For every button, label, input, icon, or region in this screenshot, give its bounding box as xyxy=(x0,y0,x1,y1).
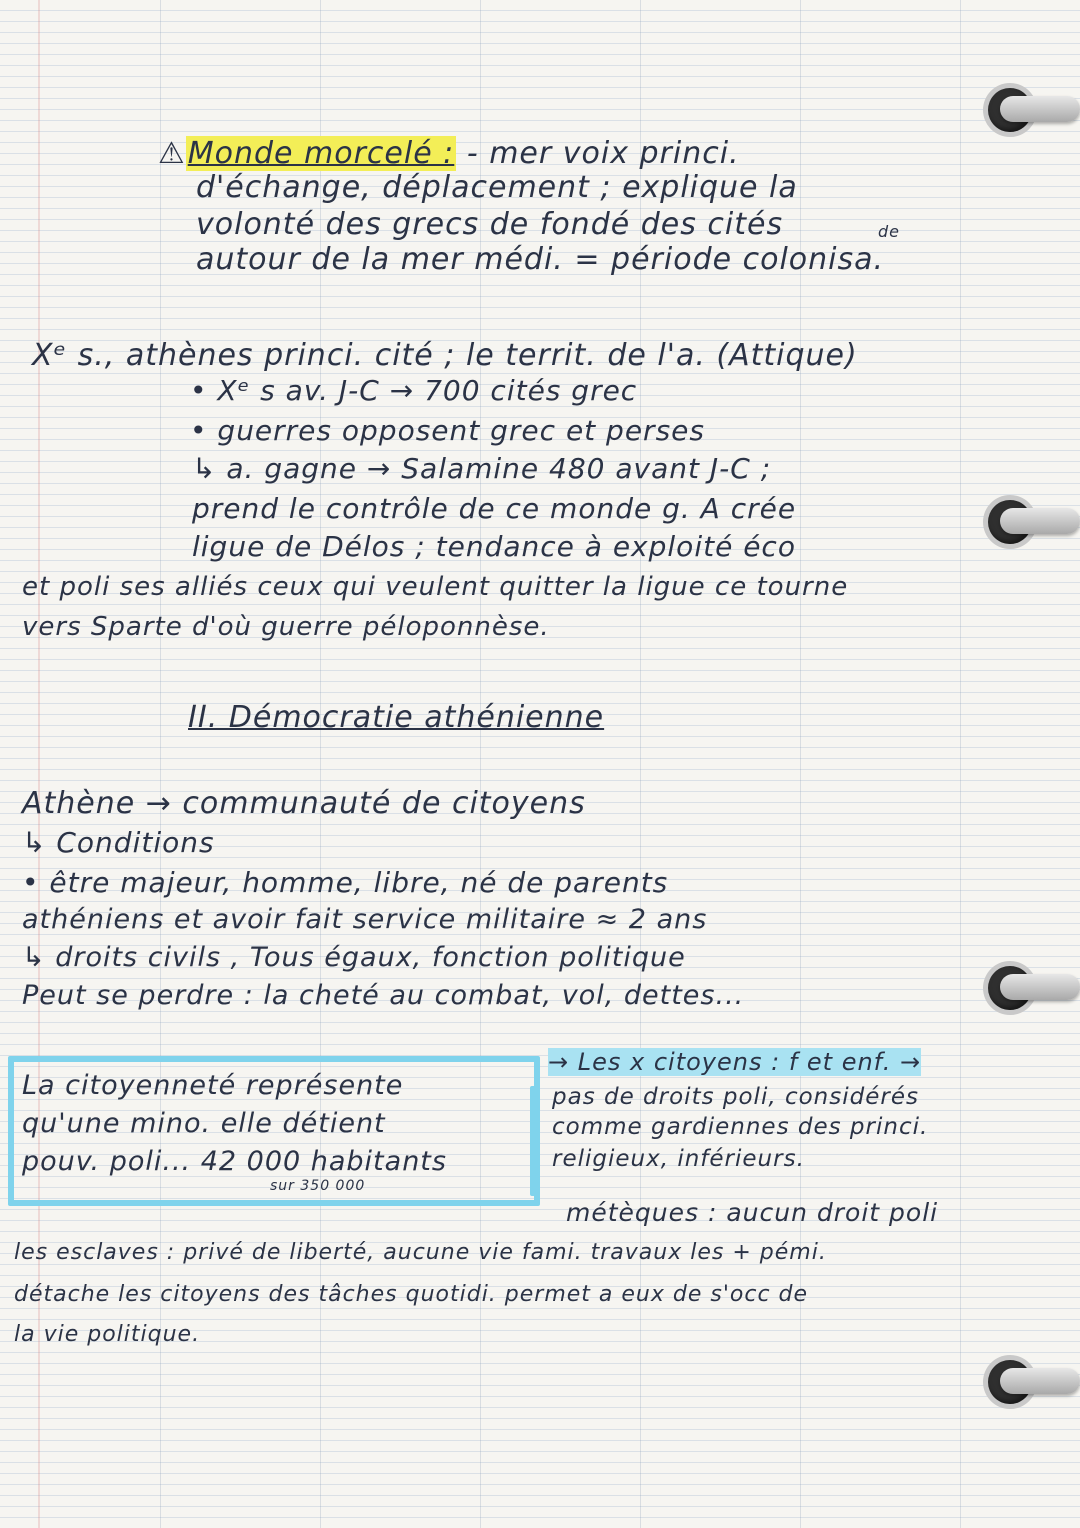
line-text: vers Sparte d'où guerre péloponnèse. xyxy=(22,612,550,642)
binder-ring xyxy=(1000,1368,1080,1394)
bottom-text: la vie politique. xyxy=(14,1322,201,1347)
line-text: Peut se perdre : la cheté au combat, vol, dettes... xyxy=(22,980,745,1011)
bottom-text: détache les citoyens des tâches quotidi. permet a eux de s'occ de xyxy=(14,1282,809,1307)
right-text: comme gardiennes des princi. xyxy=(552,1114,929,1140)
right-text: religieux, inférieurs. xyxy=(552,1146,805,1172)
line-text: ↳ droits civils , Tous égaux, fonction politique xyxy=(22,942,686,973)
line-text: • être majeur, homme, libre, né de parents xyxy=(22,866,669,899)
highlighted-citoyens: → Les x citoyens : f et enf. → xyxy=(548,1048,922,1076)
line-text: ligue de Délos ; tendance à exploité éco xyxy=(192,530,796,563)
line-text: - mer voix princi. xyxy=(456,136,740,171)
line-text: d'échange, déplacement ; explique la xyxy=(196,170,798,205)
grid-line xyxy=(960,0,961,1528)
binder-ring xyxy=(1000,508,1080,534)
superscript-note: de xyxy=(878,222,900,241)
blue-divider xyxy=(530,1086,536,1196)
line-text: • Xᵉ s av. J-C → 700 cités grec xyxy=(190,374,638,407)
line-text: volonté des grecs de fondé des cités xyxy=(196,207,784,242)
section-title: II. Démocratie athénienne xyxy=(188,700,605,735)
right-text: pas de droits poli, considérés xyxy=(552,1084,919,1110)
line-text: autour de la mer médi. = période colonisa. xyxy=(196,242,885,277)
box-subtext: sur 350 000 xyxy=(270,1178,366,1194)
line-text: ↳ a. gagne → Salamine 480 avant J-C ; xyxy=(192,452,772,485)
right-text: métèques : aucun droit poli xyxy=(566,1198,939,1227)
binder-ring xyxy=(1000,974,1080,1000)
line-text: Xᵉ s., athènes princi. cité ; le territ. de l'a. (Attique) xyxy=(32,338,858,373)
line-text: prend le contrôle de ce monde g. A crée xyxy=(192,492,797,525)
box-text: pouv. poli... 42 000 habitants xyxy=(22,1146,447,1177)
right-text xyxy=(548,1048,921,1076)
box-text: La citoyenneté représente xyxy=(22,1070,404,1101)
line-text: Athène → communauté de citoyens xyxy=(22,786,586,821)
line-text: et poli ses alliés ceux qui veulent quitter la ligue ce tourne xyxy=(22,572,849,602)
box-text: qu'une mino. elle détient xyxy=(22,1108,386,1139)
warning-icon: ⚠ xyxy=(158,136,186,171)
binder-ring xyxy=(1000,96,1080,122)
line-text: athéniens et avoir fait service militaire ≈ 2 ans xyxy=(22,904,708,935)
line-text: • guerres opposent grec et perses xyxy=(190,414,705,447)
bottom-text: les esclaves : privé de liberté, aucune vie fami. travaux les + pémi. xyxy=(14,1240,827,1265)
line-text: ↳ Conditions xyxy=(22,826,215,859)
line-monde-morcele xyxy=(158,136,740,171)
highlighted-heading: Monde morcelé : xyxy=(187,136,455,171)
